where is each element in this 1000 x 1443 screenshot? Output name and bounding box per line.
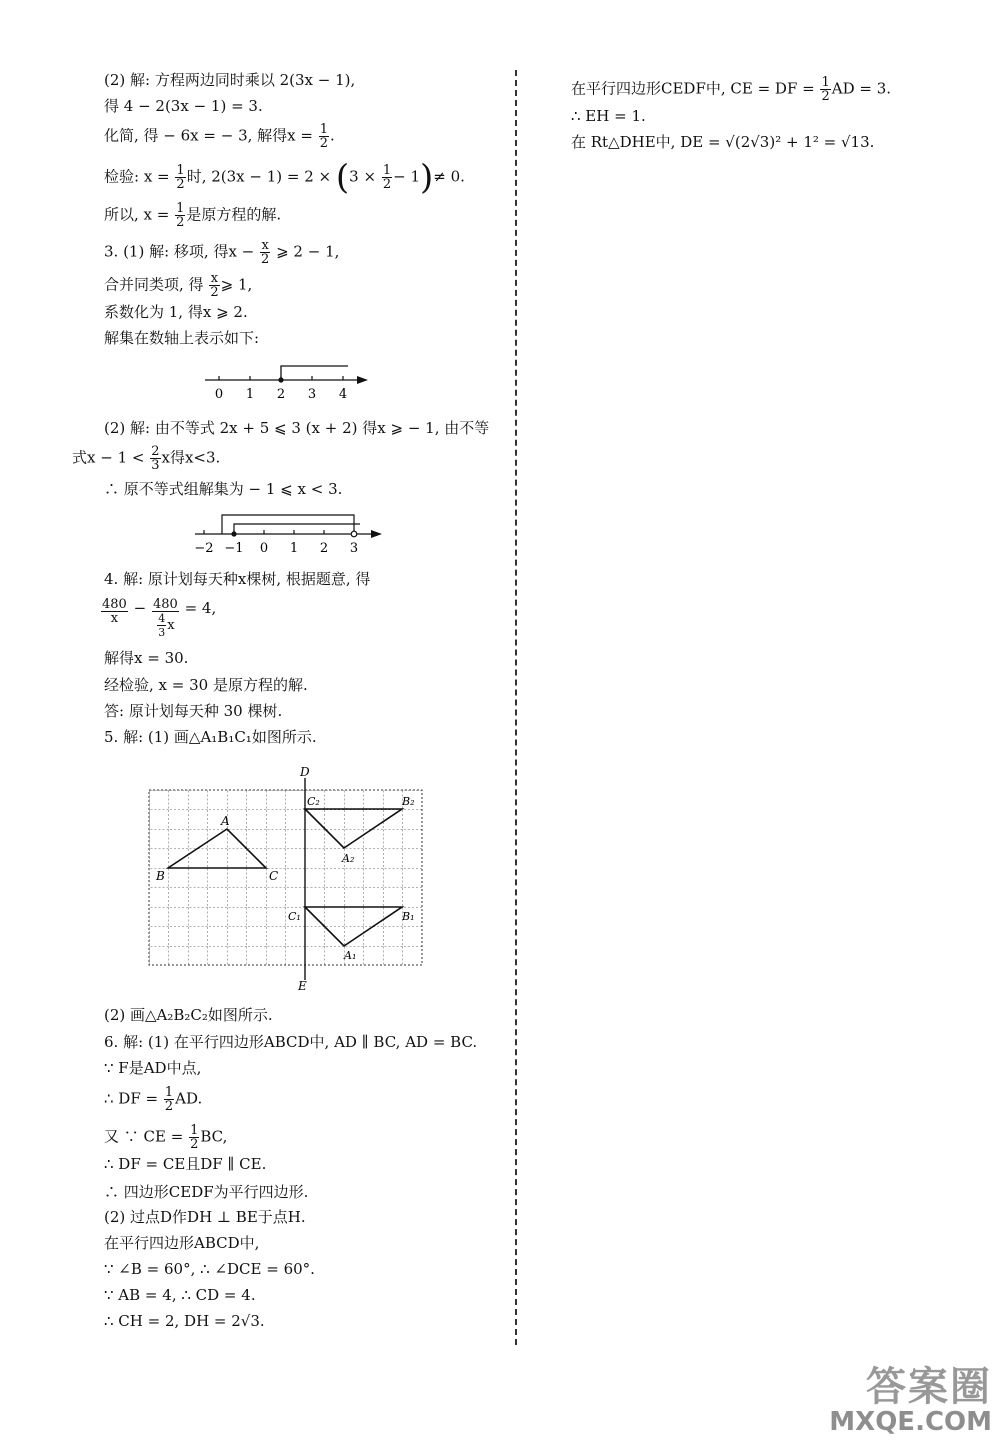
line-3-2-inequality: (2) 解: 由不等式 2x + 5 ⩽ 3 (x + 2) 得x ⩾ − 1, 由不等 (104, 419, 490, 437)
line-coefficient: 系数化为 1, 得x ⩾ 2. (104, 303, 248, 321)
line-4-solve: 4. 解: 原计划每天种x棵树, 根据题意, 得 (104, 570, 371, 588)
nl2-tick-0: 0 (259, 541, 269, 556)
line-4-equation: $\frac{480}{x}$ − 480 $\frac{4}{3}$ x = 4, (102, 597, 217, 639)
label-C2: C₂ (307, 795, 320, 808)
fraction-one-half-3: $\frac{1}{2}$ (382, 163, 392, 192)
line-solution-set: ∴ 原不等式组解集为 − 1 ⩽ x < 3. (104, 480, 343, 498)
number-line-1 (200, 358, 375, 403)
fraction-one-half-2: $\frac{1}{2}$ (176, 163, 185, 192)
fraction-one-half-5: $\frac{1}{2}$ (164, 1085, 174, 1114)
line-6-f-midpoint: ∵ F是AD中点, (104, 1059, 202, 1077)
line-6-2: (2) 过点D作DH ⊥ BE于点H. (104, 1208, 306, 1226)
nl2-tick-m1: −1 (224, 541, 244, 556)
line-3-2-cont: 式x − 1 < $\frac{2}{3}$ x得x<3. (72, 444, 221, 473)
line-6-parallelogram: ∴ 四边形CEDF为平行四边形. (104, 1183, 309, 1201)
line-simplify: 化简, 得 − 6x = − 3, 解得x = $\frac{1}{2}$ . (104, 122, 335, 151)
fraction-480-over-x: $\frac{480}{x}$ (102, 597, 127, 626)
fraction-480-over-4-3-x: 480 $\frac{4}{3}$ x (152, 597, 178, 639)
line-2-solve: (2) 解: 方程两边同时乘以 2(3x − 1), (104, 71, 356, 89)
nl1-tick-0: 0 (214, 387, 224, 402)
line-4-check: 经检验, x = 30 是原方程的解. (104, 676, 308, 694)
line-4-answer: 答: 原计划每天种 30 棵树. (104, 702, 283, 720)
label-C: C (269, 869, 279, 883)
column-divider (515, 70, 517, 1345)
line-6-ab: ∵ AB = 4, ∴ CD = 4. (104, 1286, 256, 1304)
label-B2: B₂ (402, 795, 415, 808)
label-A2: A₂ (342, 852, 355, 865)
fraction-one-half-7: $\frac{1}{2}$ (821, 75, 830, 104)
fraction-two-thirds: $\frac{2}{3}$ (151, 444, 160, 473)
fraction-one-half-4: $\frac{1}{2}$ (176, 201, 185, 230)
line-4-result: 解得x = 30. (104, 649, 189, 667)
watermark-logo: 答案圈 MXQE.COM (829, 1364, 992, 1437)
line-r-eh: ∴ EH = 1. (571, 107, 646, 125)
label-A1: A₁ (344, 949, 357, 962)
label-A: A (221, 814, 230, 828)
line-6-1: 6. 解: (1) 在平行四边形ABCD中, AD ∥ BC, AD = BC. (104, 1033, 478, 1051)
line-6-ch: ∴ CH = 2, DH = 2√3. (104, 1312, 265, 1330)
label-B1: B₁ (402, 910, 415, 923)
line-6-df: ∴ DF = $\frac{1}{2}$ AD. (104, 1085, 203, 1114)
nl2-tick-2: 2 (319, 541, 329, 556)
fraction-one-half: $\frac{1}{2}$ (319, 122, 329, 151)
line-conclusion: 所以, x = $\frac{1}{2}$ 是原方程的解. (104, 201, 282, 230)
nl2-tick-1: 1 (289, 541, 299, 556)
nl2-tick-m2: −2 (194, 541, 214, 556)
line-equation-step: 得 4 − 2(3x − 1) = 3. (104, 97, 263, 115)
line-r-cedf: 在平行四边形CEDF中, CE = DF = $\frac{1}{2}$ AD = 3. (571, 75, 892, 104)
nl1-tick-1: 1 (245, 387, 255, 402)
line-5-solve: 5. 解: (1) 画△A₁B₁C₁如图所示. (104, 728, 317, 746)
number-line-2 (190, 510, 390, 558)
line-3-1-move: 3. (1) 解: 移项, 得x − $\frac{x}{2}$ ⩾ 2 − 1, (104, 238, 340, 267)
line-check: 检验: x = $\frac{1}{2}$ 时, 2(3x − 1) = 2 × (3 × $\frac{1}{2}$ − 1)≠ 0. (104, 157, 465, 198)
label-B: B (156, 869, 165, 883)
label-D: D (300, 765, 310, 779)
fraction-x-over-2: $\frac{x}{2}$ (261, 238, 270, 267)
label-E: E (298, 979, 307, 990)
line-combine: 合并同类项, 得 $\frac{x}{2}$ ⩾ 1, (104, 271, 253, 300)
line-6-df-ce: ∴ DF = CE且DF ∥ CE. (104, 1155, 267, 1173)
nl2-tick-3: 3 (349, 541, 359, 556)
line-number-line-intro: 解集在数轴上表示如下: (104, 329, 260, 347)
nl1-tick-2: 2 (276, 387, 286, 402)
line-6-angle: ∵ ∠B = 60°, ∴ ∠DCE = 60°. (104, 1260, 315, 1278)
nl1-tick-3: 3 (307, 387, 317, 402)
label-C1: C₁ (288, 910, 301, 923)
nl1-tick-4: 4 (338, 387, 348, 402)
line-5-2: (2) 画△A₂B₂C₂如图所示. (104, 1006, 273, 1024)
line-6-ce: 又 ∵ CE = $\frac{1}{2}$ BC, (104, 1123, 228, 1152)
fraction-one-half-6: $\frac{1}{2}$ (190, 1123, 199, 1152)
line-r-de: 在 Rt△DHE中, DE = √(2√3)² + 1² = √13. (571, 133, 875, 151)
fraction-x-over-2b: $\frac{x}{2}$ (210, 271, 219, 300)
grid-figure (145, 762, 430, 990)
line-6-abcd: 在平行四边形ABCD中, (104, 1234, 260, 1252)
